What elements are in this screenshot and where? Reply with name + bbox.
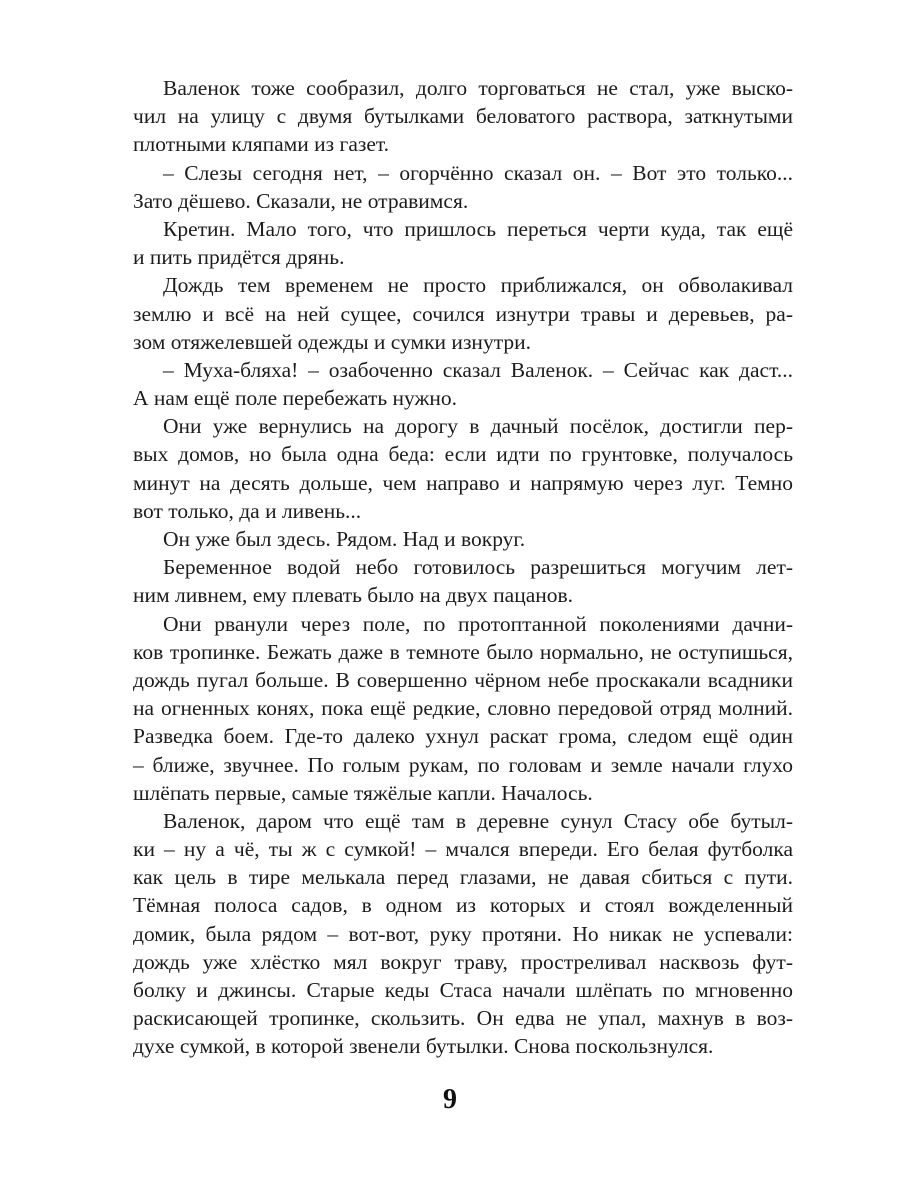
text-line: духе сумкой, в которой звенели бутылки. Снова поскользнулся. bbox=[133, 1034, 714, 1059]
text-line: Разведка боем. Где-то далеко ухнул раскат грома, следом ещё один bbox=[133, 724, 793, 749]
text-line: ки – ну а чё, ты ж с сумкой! – мчался впереди. Его белая футболка bbox=[133, 837, 793, 862]
text-line: вых домов, но была одна беда: если идти по грунтовке, получалось bbox=[133, 442, 793, 467]
text-line: дождь уже хлёстко мял вокруг траву, простреливал насквозь фут- bbox=[133, 949, 793, 974]
text-line: минут на десять дольше, чем направо и напрямую через луг. Темно bbox=[133, 470, 793, 495]
text-line: раскисающей тропинке, скользить. Он едва не упал, махнув в воз- bbox=[133, 1006, 793, 1031]
text-line: Они уже вернулись на дорогу в дачный посёлок, достигли пер- bbox=[163, 414, 793, 439]
text-line: землю и всё на ней сущее, сочился изнутри травы и деревьев, ра- bbox=[133, 301, 793, 326]
page-number: 9 bbox=[443, 1084, 457, 1115]
paragraph bbox=[133, 159, 793, 215]
text-line: Кретин. Мало того, что пришлось переться черти куда, так ещё bbox=[163, 216, 793, 241]
text-line: – Муха-бляха! – озабоченно сказал Валенок. – Сейчас как даст... bbox=[163, 357, 793, 382]
text-line: Зато дёшево. Сказали, не отравимся. bbox=[133, 188, 469, 213]
text-line: – Слезы сегодня нет, – огорчённо сказал он. – Вот это только... bbox=[163, 160, 793, 185]
text-line: ков тропинке. Бежать даже в темноте было нормально, не оступишься, bbox=[133, 639, 793, 664]
text-line: вот только, да и ливень... bbox=[133, 498, 362, 523]
text-line: А нам ещё поле перебежать нужно. bbox=[133, 386, 457, 411]
text-line: зом отяжелевшей одежды и сумки изнутри. bbox=[133, 329, 531, 354]
paragraph bbox=[133, 610, 793, 807]
text-line: Тёмная полоса садов, в одном из которых и стоял вожделенный bbox=[133, 893, 793, 918]
paragraph bbox=[133, 525, 793, 553]
text-line: плотными кляпами из газет. bbox=[133, 132, 390, 157]
paragraph bbox=[133, 74, 793, 159]
text-line: шлёпать первые, самые тяжёлые капли. Началось. bbox=[133, 780, 593, 805]
text-line: Валенок тоже сообразил, долго торговаться не стал, уже выско- bbox=[163, 76, 793, 100]
text-line: – ближе, звучнее. По голым рукам, по головам и земле начали глухо bbox=[133, 752, 793, 777]
paragraph bbox=[133, 356, 793, 412]
text-line: Беременное водой небо готовилось разрешиться могучим лет- bbox=[163, 555, 793, 580]
paragraph bbox=[133, 271, 793, 356]
text-line: Он уже был здесь. Рядом. Над и вокруг. bbox=[163, 527, 526, 551]
page-body bbox=[133, 74, 793, 1061]
text-line: на огненных конях, пока ещё редкие, словно передовой отряд молний. bbox=[133, 696, 793, 721]
paragraph bbox=[133, 553, 793, 609]
text-line: ним ливнем, ему плевать было на двух пацанов. bbox=[133, 583, 574, 608]
text-line: и пить придётся дрянь. bbox=[133, 245, 345, 270]
text-line: как цель в тире мелькала перед глазами, не давая сбиться с пути. bbox=[133, 865, 793, 890]
paragraph bbox=[133, 412, 793, 525]
text-line: Они рванули через поле, по протоптанной поколениями дачни- bbox=[163, 611, 793, 636]
paragraph bbox=[133, 807, 793, 1061]
text-line: дождь пугал больше. В совершенно чёрном небе проскакали всадники bbox=[133, 667, 793, 692]
text-line: домик, была рядом – вот-вот, руку протяни. Но никак не успевали: bbox=[133, 921, 793, 946]
text-line: чил на улицу с двумя бутылками беловатого раствора, заткнутыми bbox=[133, 104, 793, 129]
text-line: Валенок, даром что ещё там в деревне сунул Стасу обе бутыл- bbox=[163, 808, 793, 833]
text-line: Дождь тем временем не просто приближался, он обволакивал bbox=[163, 273, 793, 298]
text-line: болку и джинсы. Старые кеды Стаса начали шлёпать по мгновенно bbox=[133, 978, 793, 1002]
paragraph bbox=[133, 215, 793, 271]
